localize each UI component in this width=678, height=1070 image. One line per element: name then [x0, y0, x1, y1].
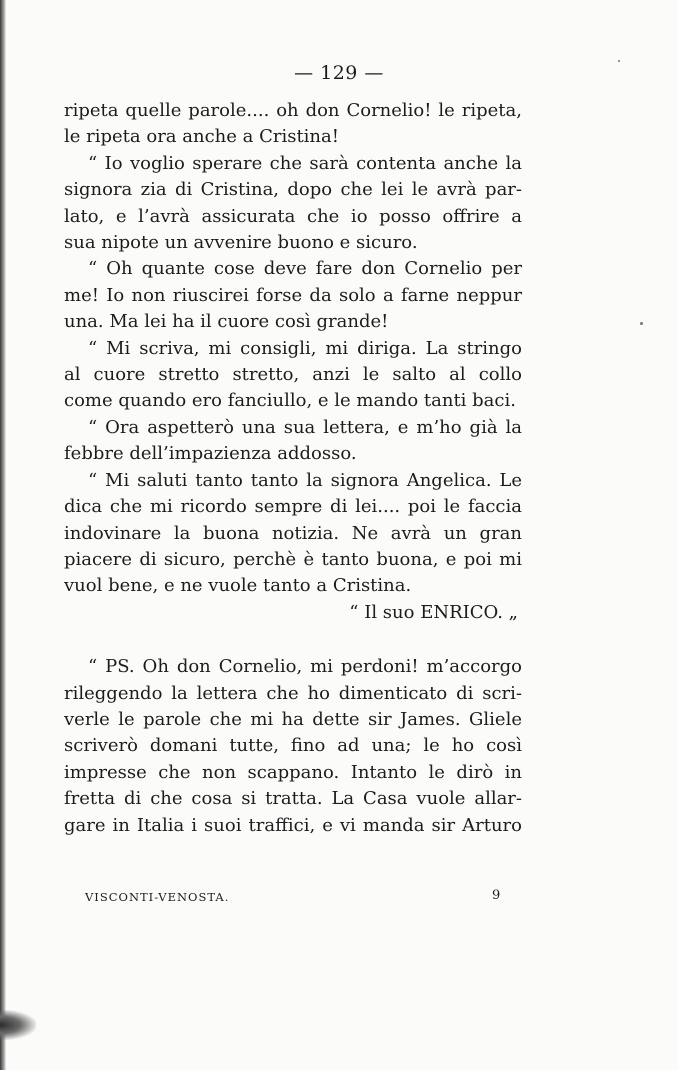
- page-spine-shadow: [0, 0, 6, 1070]
- letter-signature: “ Il suo ENRICO. „: [349, 601, 518, 623]
- text-line: dica che mi ricordo sempre di lei.... poi le faccia: [64, 496, 522, 518]
- body-text: [64, 98, 522, 839]
- text-line: indovinare la buona notizia. Ne avrà un gran: [64, 522, 522, 544]
- text-line: “ Mi scriva, mi consigli, mi diriga. La stringo: [88, 337, 522, 359]
- text-line: “ Mi saluti tanto tanto la signora Angelica. Le: [88, 469, 522, 491]
- text-line: “ Io voglio sperare che sarà contenta anche la: [88, 152, 522, 174]
- text-line: al cuore stretto stretto, anzi le salto al collo: [64, 364, 522, 386]
- text-line: febbre dell’impazienza addosso.: [64, 443, 357, 465]
- text-line: come quando ero fanciullo, e le mando tanti baci.: [64, 390, 516, 412]
- text-line: “ Ora aspetterò una sua lettera, e m’ho già la: [88, 416, 522, 438]
- page-number: — 129 —: [294, 62, 384, 84]
- ps-line: fretta di che cosa si tratta. La Casa vuole allar-: [64, 788, 522, 810]
- binding-mark: [0, 1010, 36, 1040]
- footer-signature-mark: VISCONTI-VENOSTA.: [85, 890, 230, 904]
- paragraph-gap: [64, 626, 522, 654]
- text-line: me! Io non riuscirei forse da solo a farne neppur: [64, 284, 522, 306]
- ps-line: “ PS. Oh don Cornelio, mi perdoni! m’accorgo: [88, 656, 522, 678]
- ps-line: gare in Italia i suoi traffici, e vi manda sir Arturo: [64, 814, 522, 836]
- text-line: sua nipote un avvenire buono e sicuro.: [64, 232, 418, 254]
- footer-sheet-number: 9: [492, 888, 501, 903]
- ps-line: verle le parole che mi ha dette sir James. Gliele: [64, 708, 522, 730]
- ps-line: scriverò domani tutte, fino ad una; le ho così: [64, 735, 522, 757]
- text-line: lato, e l’avrà assicurata che io posso offrire a: [64, 205, 522, 227]
- text-line: le ripeta ora anche a Cristina!: [64, 126, 339, 148]
- text-line: signora zia di Cristina, dopo che lei le avrà par-: [64, 179, 522, 201]
- text-line: piacere di sicuro, perchè è tanto buona, e poi mi: [64, 548, 522, 570]
- text-line: ripeta quelle parole.... oh don Cornelio! le ripeta,: [64, 100, 522, 121]
- paper-speck: [640, 322, 643, 325]
- text-line: una. Ma lei ha il cuore così grande!: [64, 311, 389, 333]
- text-line: “ Oh quante cose deve fare don Cornelio per: [88, 258, 522, 280]
- paper-speck: [618, 60, 620, 62]
- ps-line: impresse che non scappano. Intanto le dirò in: [64, 761, 522, 783]
- text-line: vuol bene, e ne vuole tanto a Cristina.: [64, 575, 412, 597]
- ps-line: rileggendo la lettera che ho dimenticato di scri-: [64, 682, 522, 704]
